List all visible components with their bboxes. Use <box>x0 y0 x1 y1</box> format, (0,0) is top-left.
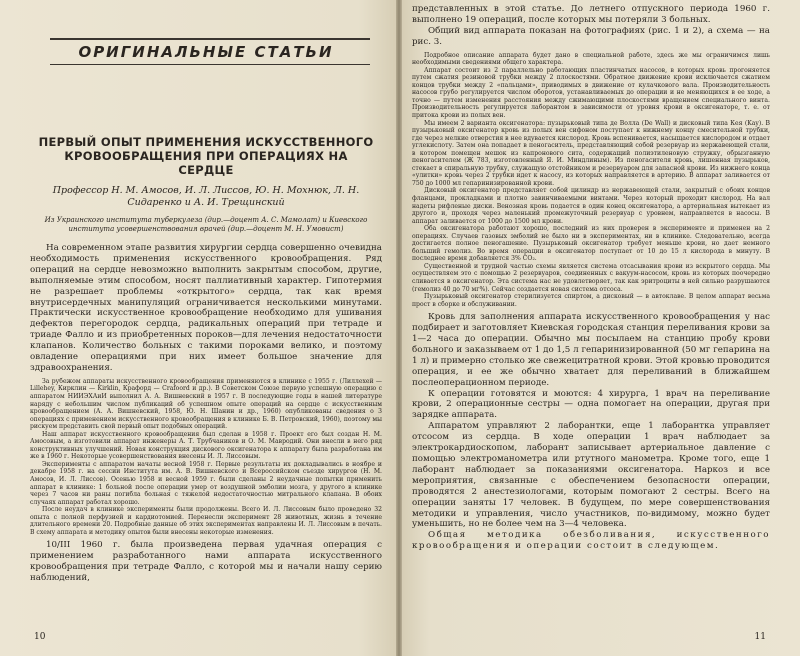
article-affiliation: Из Украинского института туберкулеза (дир.—доцент А. С. Мамолат) и Киевского института усовершенствования врачей (дир.—доцент М. Н. Умовист) <box>44 216 368 233</box>
paragraph-oxygenators: Мы имеем 2 варианта оксигенатора: пузырьковый типа де Волла (De Wall) и дисковый типа Кея (Kay). В пузырьковый оксигенатор кровь из полых вен сифоном поступает к нижнему концу смесительной трубки, где через мелкие отверстия в нее вдувается кислород. Кровь вспенивается, насыщается кислородом и отдает углекислоту. Затем она попадает в пеногаситель, представляющий собой резервуар из нержавеющей стали, в котором помещен мешок из капронового сита, содержащий полиэтиленовую стружку, обрызганную пеногасителем (Ж 783, изготовленный Я. И. Миндлиным). Из пеногасителя кровь, лишенная пузырьков, стекает в спиральную трубку, служащую отстойником и резервуаром для запасной крови. Из нижнего конца «улитки» кровь через 2 трубки идет к насосу, из которых направляется в артерию. В аппарат заливается от 750 до 1000 мл гепаринизированной крови. <box>412 119 770 187</box>
paragraph-first-operation: 10/III 1960 г. была произведена первая удачная операция с применением разработанного нами аппарата искусственного кровообращения при тетраде Фалло, с которой мы и начали нашу серию наблюдений, <box>30 540 382 584</box>
paragraph-description-note: Подробное описание аппарата будет дано в специальной работе, здесь же мы ограничимся лишь необходимыми сведениями общего характера. <box>412 51 770 67</box>
rubric-rule-bottom <box>50 64 370 65</box>
paragraph-suction-system: Существенной и трудной частью схемы является система отсасывания крови из вскрытого сердца. Мы осуществляем это с помощью 2 резервуаров, соединенных с вакуум-насосом, кровь из которых поочередно сливается в оксигенатор. Эта система нас не удовлетворяет, так как эритроциты в ней сильно разрушаются (гемолиз 40 до 70 мг%). Сейчас создается новая система отсоса. <box>412 262 770 293</box>
section-rubric: ОРИГИНАЛЬНЫЕ СТАТЬИ <box>78 43 334 61</box>
book-gutter <box>396 0 402 656</box>
paragraph-foreign: За рубежом аппараты искусственного кровообращения применяются в клинике с 1955 г. (Лиллехей — Lillehey, Кирклин — Kirklin, Крафорд — Crafoord и др.). В Советском Союзе первую успешную операцию с аппаратом НИИЭХАиИ выполнил А. А. Вишневский в 1957 г. В последующие годы в нашей литературе наряду с небольшим числом публикаций об успешном опыте операций на сердце с искусственным кровообращением (А. А. Вишневский, 1958, Ю. Н. Шанин и др., 1960) опубликованы сведения о 3 операциях с применением искусственного кровообращения в клинике Б. В. Петровский, 1960), поэтому мы рискуем представить свой первый опыт подобных операций. <box>30 377 382 431</box>
page-number-left: 10 <box>34 632 46 642</box>
paragraph-after-failures: После неудач в клинике эксперименты были продолжены. Всего И. Л. Лиссовым было проведено 32 опыта с полной перфузией и кардиотомией. Перенесли эксперимент 28 животных, жизнь в течение длительного времени 20. Подробные данные об этих экспериментах направлены И. Л. Лиссовым в печать. В схему аппарата и методику опытов были внесены некоторые изменения. <box>30 506 382 536</box>
paragraph-experiments: Эксперименты с аппаратом начаты весной 1958 г. Первые результаты их докладывались в ноябре и декабре 1958 г. на сессии Института им. А. В. Вишневского и Всероссийском съезде хирургов (Н. М. Амосов, И. Л. Лиссов). Осенью 1958 и весной 1959 г. были сделаны 2 неудачные попытки применить аппарат в клинике: 1 больной после операции умер от воздушной эмболии мозга, у другого в клинике через 7 часов ни раны погибла больная с тяжелой недостаточностью митрального клапана. В обоих случаях аппарат работал хорошо. <box>30 460 382 506</box>
paragraph-disc-oxygenator: Дисковый оксигенатор представляет собой цилиндр из нержавеющей стали, закрытый с обоих концов фланцами, прокладками и плотно завинчиваемыми винтами. Через который проходит кислород. На вал надеты рифленые диски. Венозная кровь подается в один конец оксигенатора, а артериальная вытекает из другого и, проходя через маленький промежуточный резервуар с уровнем, направляется в насосы. В аппарат заливается от 1000 до 1500 мл крови. <box>412 187 770 225</box>
article-authors: Профессор Н. М. Амосов, И. Л. Лиссов, Ю. Н. Мохнюк, Л. Н. Сидаренко и А. И. Трещинский <box>52 185 360 208</box>
paragraph-blood-supply: Кровь для заполнения аппарата искусственного кровообращения у нас подбирает и заготовляет Киевская городская станция переливания крови за 1—2 часа до операции. Обычно мы посылаем на станцию пробу крови больного и заказываем от 1 до 1,5 л гепаринизированной (50 мг гепарина на 1 л) и примерно столько же свежецитратной крови. Этой кровью проводится операция, и ее же обычно хватает для переливаний в ближайшем послеоперационном периоде. <box>412 312 770 388</box>
paragraph-method: Общая методика обезболивания, искусственного кровообращения и операции состоит в следующем. <box>412 530 770 552</box>
paragraph-continuation: представленных в этой статье. До летнего отпускного периода 1960 г. выполнено 19 операций, после которых мы потеряли 3 больных. <box>412 4 770 25</box>
paragraph-intro: На современном этапе развития хирургии сердца совершенно очевидна необходимость применения искусственного кровообращения. Ряд операций на сердце невозможно выполнить закрытым способом, другие, выполняемые этим способом, носят паллиативный характер. Гипотермия не разрешает проблемы «открытого» сердца, так как время внутрисердечных манипуляций ограничивается несколькими минутами. Практически искусственное кровообращение необходимо для ушивания дефектов перегородок сердца, радикальных операций при тетраде и триаде Фалло и из приобретенных пороков—для лечения недостаточности клапанов. Количество больных с такими пороками велико, и поэтому овладение операциями при них имеет большое значение для здравоохранения. <box>30 243 382 373</box>
paragraph-pumps: Аппарат состоит из 2 параллельно работающих пластинчатых насосов, в которых кровь прогоняется путем сжатия резиновой трубки между 2 плоскостями. Обратное движение крови исключается сжатием концов трубки между 2 «пальцами», приводимых в движение от кулачкового вала. Производительность насосов грубо регулируется числом оборотов, устанавливаемых до операции и не меняющихся в ее ходе, а точно — путем изменения расстояния между сжимающими плоскостями вращением специального винта. Производительность регулируется лаборантом в зависимости от уровня крови в оксигенаторе, т. е. от притока крови из полых вен. <box>412 66 770 119</box>
paragraph-figures: Общий вид аппарата показан на фотографиях (рис. 1 и 2), а схема — на рис. 3. <box>412 25 770 47</box>
right-page <box>398 0 800 656</box>
rubric-rule-top <box>50 38 370 40</box>
paragraph-apparatus-history: Наш аппарат искусственного кровообращения был сделан в 1958 г. Проект его был создан Н. М. Амосовым, а изготовили аппарат инженеры А. Т. Трубчаников и О. М. Мавродий. Они внесли в него ряд конструктивных улучшений. Новая конструкция дискового оксигенатора к аппарату была разработана им же в 1960 г. Некоторые усовершенствования внесены И. Л. Лиссовым. <box>30 430 382 461</box>
paragraph-sterilization: Пузырьковый оксигенатор стерилизуется спиртом, а дисковый — в автоклаве. В целом аппарат весьма прост в сборке и обслуживании. <box>412 293 770 308</box>
left-page <box>0 0 398 656</box>
article-title: ПЕРВЫЙ ОПЫТ ПРИМЕНЕНИЯ ИСКУССТВЕННОГО КРОВООБРАЩЕНИЯ ПРИ ОПЕРАЦИЯХ НА СЕРДЦЕ <box>38 135 374 177</box>
paragraph-staff-roles: Аппаратом управляют 2 лаборантки, еще 1 лаборантка управляет отсосом из сердца. В ходе операции 1 врач наблюдает за электрокардиоскопом, лаборант записывает артериальное давление с помощью электроманометра или ртутного манометра. Кроме того, еще 1 лаборант наблюдает за показаниями оксигенатора. Наркоз и все мероприятия, связанные с обеспечением безопасности операции, проводятся 2 анестезиологами, которым помогают 2 сестры. Всего на операции заняты 17 человек. В будущем, по мере совершенствования методики и управления, число участников, по-видимому, можно будет уменьшить, но не более чем на 3—4 человека. <box>412 421 770 530</box>
paragraph-team: К операции готовятся и моются: 4 хирурга, 1 врач на переливание крови, 2 операционные сестры — одна помогает на операции, другая при зарядке аппарата. <box>412 388 770 421</box>
paragraph-oxygenator-results: Оба оксигенатора работают хорошо, последний из них проверен в эксперименте и применен на 2 операциях. Случаев газовых эмболий не было ни в экспериментах, ни в клинике. Следовательно, всегда достигается полное пеногашение. Пузырьковый оксигенатор требует меньше крови, но дает немного больший гемолиз. Во время операции в оксигенатор поступает от 10 до 15 л кислорода в минуту. В последнее время добавляется 3% CO₂. <box>412 225 770 263</box>
page-number-right: 11 <box>754 632 766 642</box>
